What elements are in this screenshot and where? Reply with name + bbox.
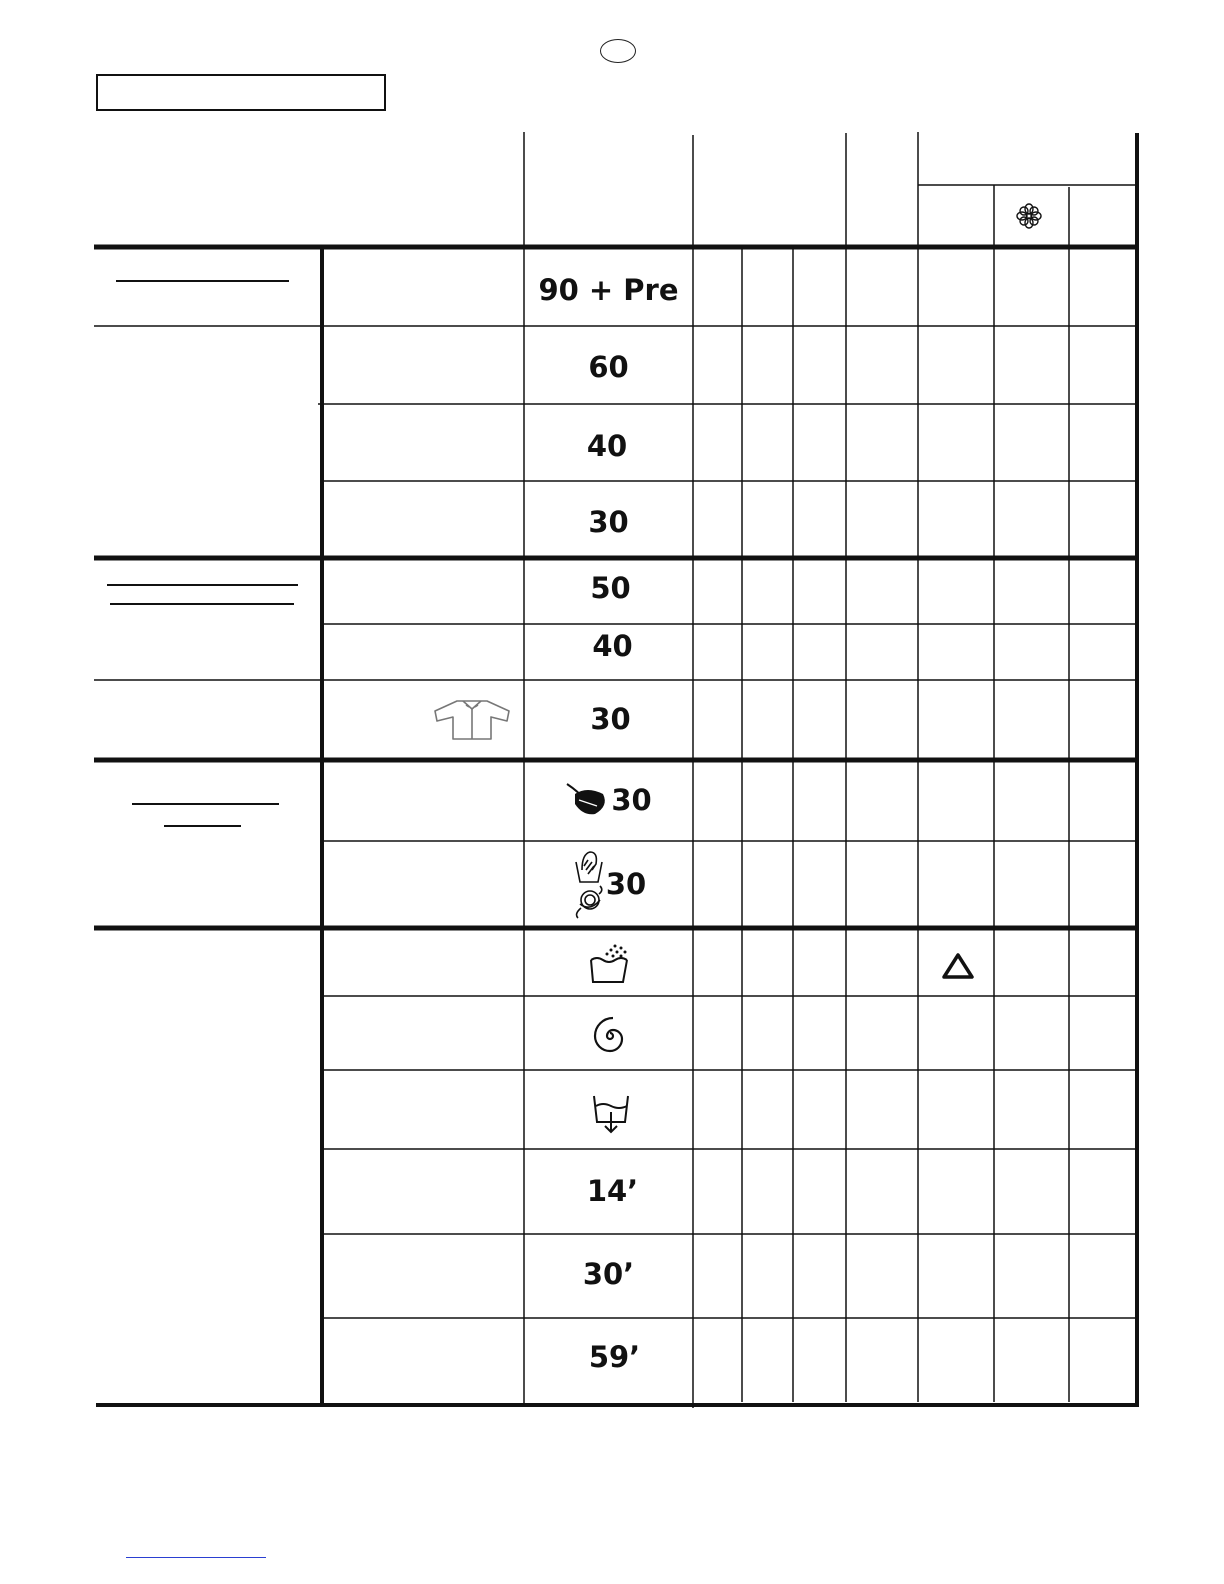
program-time-14: 14’ — [586, 1174, 639, 1208]
program-temp-7: 30 — [611, 783, 652, 817]
program-temp-3: 30 — [588, 505, 629, 539]
rinse-icon — [587, 942, 631, 986]
group-label-underline — [110, 603, 294, 605]
program-temp-6: 30 — [590, 702, 631, 736]
group-label-underline — [164, 825, 241, 827]
group-label-underline — [132, 803, 279, 805]
program-temp-4: 50 — [590, 571, 631, 605]
program-temp-2: 40 — [586, 429, 628, 463]
group-label-underline — [116, 280, 289, 282]
flower-icon — [1015, 202, 1043, 230]
program-delicate — [524, 780, 693, 820]
program-temp-0: 90 + Pre — [538, 273, 679, 307]
shirt-icon — [433, 695, 511, 741]
program-time-30: 30’ — [582, 1257, 635, 1291]
group-label-underline — [107, 584, 298, 586]
program-time-59: 59’ — [588, 1340, 641, 1374]
warning-triangle-icon — [941, 952, 975, 980]
program-temp-5: 40 — [592, 629, 633, 663]
program-temp-1: 60 — [588, 350, 629, 384]
drain-icon — [591, 1092, 631, 1136]
footer-link-underline — [126, 1557, 266, 1558]
spin-icon — [588, 1014, 632, 1058]
feather-icon — [565, 782, 609, 818]
program-temp-8: 30 — [605, 867, 647, 901]
